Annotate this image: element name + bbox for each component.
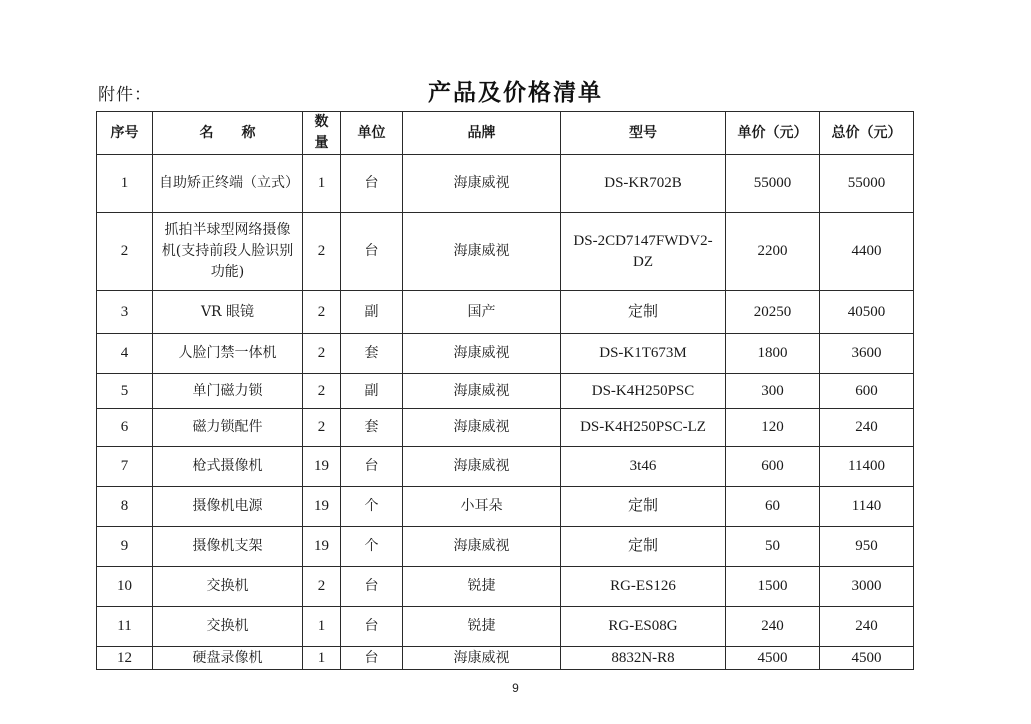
cell-unit: 套 — [341, 334, 403, 374]
table-row — [97, 334, 914, 374]
cell-brand: 海康威视 — [403, 447, 561, 487]
cell-model: 定制 — [561, 527, 726, 567]
cell-brand: 锐捷 — [403, 607, 561, 647]
cell-unit-price: 600 — [726, 447, 820, 487]
cell-unit-price: 4500 — [726, 647, 820, 670]
cell-brand: 海康威视 — [403, 527, 561, 567]
cell-unit: 台 — [341, 447, 403, 487]
cell-no: 7 — [97, 447, 153, 487]
cell-qty: 1 — [303, 155, 341, 213]
cell-no: 2 — [97, 213, 153, 291]
cell-no: 12 — [97, 647, 153, 670]
cell-brand: 海康威视 — [403, 334, 561, 374]
table-header-row — [97, 112, 914, 155]
header-cell: 总价（元） — [820, 112, 914, 155]
header-cell: 单位 — [341, 112, 403, 155]
cell-name: 磁力锁配件 — [153, 409, 303, 447]
cell-qty: 2 — [303, 567, 341, 607]
cell-qty: 19 — [303, 527, 341, 567]
cell-unit-price: 50 — [726, 527, 820, 567]
cell-no: 1 — [97, 155, 153, 213]
cell-brand: 海康威视 — [403, 213, 561, 291]
cell-name: 摄像机电源 — [153, 487, 303, 527]
header-cell: 名 称 — [153, 112, 303, 155]
cell-name: 枪式摄像机 — [153, 447, 303, 487]
cell-total: 4400 — [820, 213, 914, 291]
cell-total: 950 — [820, 527, 914, 567]
cell-total: 11400 — [820, 447, 914, 487]
header-cell: 数量 — [303, 112, 341, 155]
cell-brand: 国产 — [403, 291, 561, 334]
cell-brand: 海康威视 — [403, 374, 561, 409]
cell-unit-price: 300 — [726, 374, 820, 409]
cell-unit-price: 60 — [726, 487, 820, 527]
cell-unit-price: 2200 — [726, 213, 820, 291]
cell-qty: 1 — [303, 607, 341, 647]
cell-name: 交换机 — [153, 567, 303, 607]
cell-brand: 海康威视 — [403, 409, 561, 447]
cell-total: 240 — [820, 409, 914, 447]
header-cell: 型号 — [561, 112, 726, 155]
cell-unit-price: 1800 — [726, 334, 820, 374]
price-table — [96, 111, 914, 670]
table-row — [97, 374, 914, 409]
cell-qty: 2 — [303, 374, 341, 409]
cell-unit-price: 20250 — [726, 291, 820, 334]
cell-no: 11 — [97, 607, 153, 647]
cell-unit: 台 — [341, 647, 403, 670]
cell-unit-price: 55000 — [726, 155, 820, 213]
cell-unit: 台 — [341, 213, 403, 291]
table-row — [97, 487, 914, 527]
scan-artifact-left — [160, 0, 220, 4]
cell-name: 硬盘录像机 — [153, 647, 303, 670]
cell-name: 单门磁力锁 — [153, 374, 303, 409]
table-row — [97, 409, 914, 447]
cell-unit: 个 — [341, 527, 403, 567]
cell-model: DS-K1T673M — [561, 334, 726, 374]
cell-name: 人脸门禁一体机 — [153, 334, 303, 374]
cell-qty: 1 — [303, 647, 341, 670]
cell-unit-price: 1500 — [726, 567, 820, 607]
cell-unit: 副 — [341, 374, 403, 409]
cell-name: 摄像机支架 — [153, 527, 303, 567]
table-row — [97, 607, 914, 647]
cell-no: 4 — [97, 334, 153, 374]
cell-model: RG-ES126 — [561, 567, 726, 607]
cell-qty: 2 — [303, 213, 341, 291]
scan-artifact-right — [960, 0, 1000, 4]
table-row — [97, 447, 914, 487]
cell-no: 10 — [97, 567, 153, 607]
header-cell: 品牌 — [403, 112, 561, 155]
cell-unit: 个 — [341, 487, 403, 527]
cell-no: 3 — [97, 291, 153, 334]
page-title: 产品及价格清单 — [428, 79, 603, 106]
table-row — [97, 213, 914, 291]
cell-qty: 2 — [303, 334, 341, 374]
cell-no: 8 — [97, 487, 153, 527]
page-number: 9 — [512, 681, 519, 695]
cell-model: 定制 — [561, 291, 726, 334]
cell-brand: 海康威视 — [403, 647, 561, 670]
cell-total: 3600 — [820, 334, 914, 374]
cell-model: DS-K4H250PSC — [561, 374, 726, 409]
cell-total: 240 — [820, 607, 914, 647]
cell-qty: 19 — [303, 487, 341, 527]
cell-total: 600 — [820, 374, 914, 409]
table-row — [97, 527, 914, 567]
cell-no: 6 — [97, 409, 153, 447]
cell-model: DS-K4H250PSC-LZ — [561, 409, 726, 447]
cell-model: 3t46 — [561, 447, 726, 487]
cell-unit: 台 — [341, 567, 403, 607]
cell-brand: 小耳朵 — [403, 487, 561, 527]
header-cell: 单价（元） — [726, 112, 820, 155]
cell-brand: 锐捷 — [403, 567, 561, 607]
cell-total: 4500 — [820, 647, 914, 670]
table-row — [97, 291, 914, 334]
table-body — [97, 155, 914, 670]
cell-model: DS-2CD7147FWDV2-DZ — [561, 213, 726, 291]
cell-name: VR 眼镜 — [153, 291, 303, 334]
cell-model: 定制 — [561, 487, 726, 527]
cell-brand: 海康威视 — [403, 155, 561, 213]
cell-qty: 19 — [303, 447, 341, 487]
header-cell: 序号 — [97, 112, 153, 155]
cell-total: 40500 — [820, 291, 914, 334]
table-row — [97, 647, 914, 670]
cell-name: 交换机 — [153, 607, 303, 647]
table-row — [97, 155, 914, 213]
cell-total: 3000 — [820, 567, 914, 607]
cell-total: 1140 — [820, 487, 914, 527]
cell-model: RG-ES08G — [561, 607, 726, 647]
cell-unit: 台 — [341, 607, 403, 647]
cell-model: 8832N-R8 — [561, 647, 726, 670]
cell-name: 自助矫正终端（立式） — [153, 155, 303, 213]
cell-unit: 套 — [341, 409, 403, 447]
cell-no: 9 — [97, 527, 153, 567]
table-row — [97, 567, 914, 607]
cell-unit-price: 120 — [726, 409, 820, 447]
cell-qty: 2 — [303, 291, 341, 334]
cell-no: 5 — [97, 374, 153, 409]
cell-total: 55000 — [820, 155, 914, 213]
cell-unit: 台 — [341, 155, 403, 213]
attachment-label: 附件： — [98, 85, 152, 105]
cell-qty: 2 — [303, 409, 341, 447]
cell-model: DS-KR702B — [561, 155, 726, 213]
cell-unit-price: 240 — [726, 607, 820, 647]
cell-name: 抓拍半球型网络摄像机(支持前段人脸识别功能) — [153, 213, 303, 291]
cell-unit: 副 — [341, 291, 403, 334]
